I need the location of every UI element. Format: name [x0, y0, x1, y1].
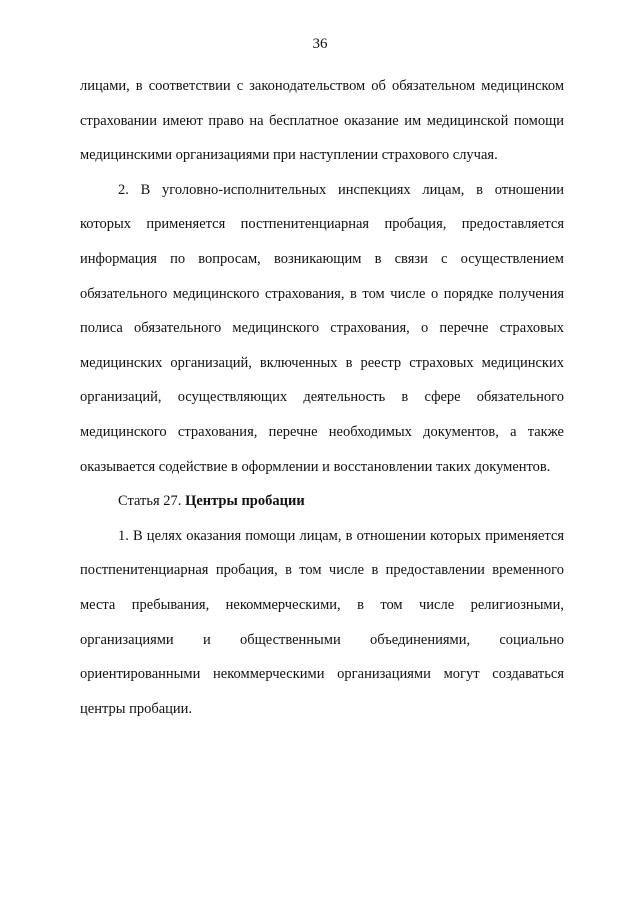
article-title: Центры пробации: [185, 493, 305, 510]
article-paragraph-item-1: 1. В целях оказания помощи лицам, в отношении которых применяется постпенитенциарная пробация, в том числе в предоставлении временного места пребывания, некоммерческими, в том числе религиозными, организациями и общественными объединениями, социально ориентированными некоммерческими организациями могут создаваться центры пробации.: [80, 527, 564, 717]
page-number: 36: [312, 36, 328, 52]
article-heading: [80, 484, 564, 519]
article-label: Статья 27.: [118, 493, 182, 510]
continuation-paragraph: лицами, в соответствии с законодательством об обязательном медицинском страховании имеют право на бесплатное оказание им медицинской помощи медицинскими организациями при наступлении страхового случая.: [80, 78, 564, 164]
paragraph-item-2: 2. В уголовно-исполнительных инспекциях лицам, в отношении которых применяется постпенитенциарная пробация, предоставляется информация по вопросам, возникающим в связи с осуществлением обязательного медицинского страхования, в том числе о порядке получения полиса обязательного медицинского страхования, о перечне страховых медицинских организаций, включенных в реестр страховых медицинских организаций, осуществляющих деятельность в сфере обязательного медицинского страхования, перечне необходимых документов, а также оказывается содействие в оформлении и восстановлении таких документов.: [80, 181, 564, 475]
document-body: [80, 69, 564, 726]
